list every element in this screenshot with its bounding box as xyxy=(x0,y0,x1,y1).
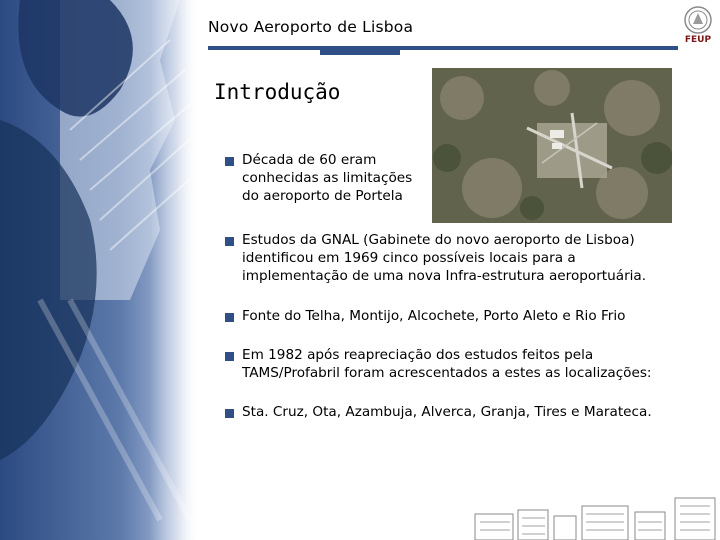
bullet-line: implementação de uma nova Infra-estrutura aeroportuária. xyxy=(242,268,647,284)
bullet-line: identificou em 1969 cinco possíveis locais para a xyxy=(242,250,576,266)
bullet-line: Década de 60 eram xyxy=(242,152,377,168)
decorative-side-graphic xyxy=(0,0,200,540)
bullet-square-icon xyxy=(225,237,234,246)
bullet-line: TAMS/Profabril foram acrescentados a estes as localizações: xyxy=(242,365,652,381)
bullet-line: Em 1982 após reapreciação dos estudos feitos pela xyxy=(242,347,594,363)
header-divider-accent xyxy=(320,50,400,55)
logo-text: FEUP xyxy=(684,35,712,45)
header-divider xyxy=(208,46,678,50)
airport-aerial-photo xyxy=(432,68,672,223)
buildings-illustration xyxy=(470,492,720,540)
bullet-square-icon xyxy=(225,313,234,322)
bullet-line: Sta. Cruz, Ota, Azambuja, Alverca, Granja, Tires e Marateca. xyxy=(242,404,652,420)
header-title: Novo Aeroporto de Lisboa xyxy=(208,18,414,36)
bullet-line: Fonte do Telha, Montijo, Alcochete, Porto Aleto e Rio Frio xyxy=(242,308,626,324)
bullet-line: conhecidas as limitações xyxy=(242,170,413,186)
section-title: Introdução xyxy=(214,80,341,104)
bullet-square-icon xyxy=(225,352,234,361)
bullet-line: Estudos da GNAL (Gabinete do novo aeroporto de Lisboa) xyxy=(242,232,635,248)
bullet-square-icon xyxy=(225,409,234,418)
bullet-line: do aeroporto de Portela xyxy=(242,188,403,204)
bullet-square-icon xyxy=(225,157,234,166)
